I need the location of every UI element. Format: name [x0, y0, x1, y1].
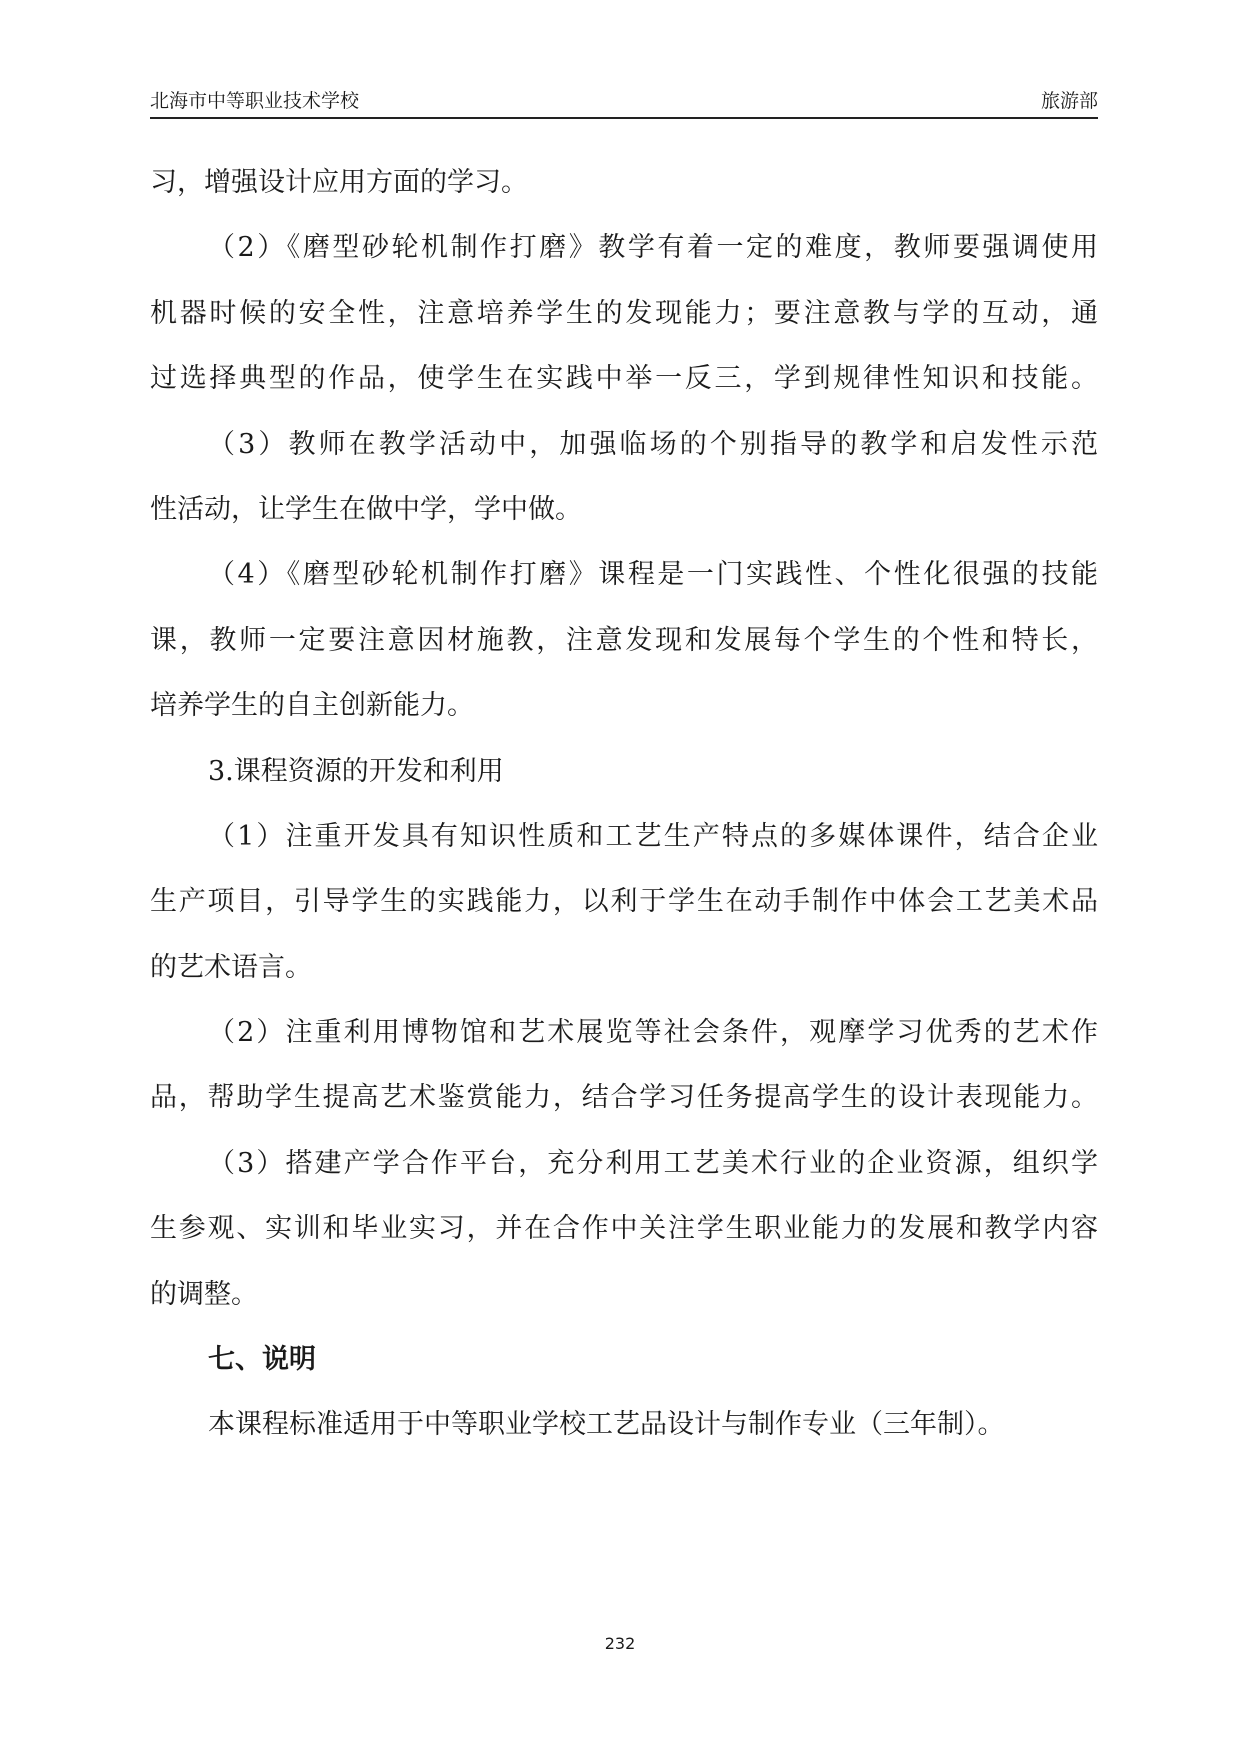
text-line: 习，增强设计应用方面的学习。 — [150, 167, 528, 198]
text-line: 生参观、实训和毕业实习，并在合作中关注学生职业能力的发展和教学内容 — [150, 1213, 1098, 1245]
text-line: 机器时候的安全性，注意培养学生的发现能力；要注意教与学的互动，通 — [150, 297, 1098, 329]
text-line: （2）《磨型砂轮机制作打磨》教学有着一定的难度，教师要强调使用 — [208, 232, 1098, 264]
document-body — [150, 150, 1098, 1458]
text-line: （1）注重开发具有知识性质和工艺生产特点的多媒体课件，结合企业 — [208, 820, 1098, 852]
text-line: 的艺术语言。 — [150, 951, 312, 983]
header-divider — [150, 117, 1098, 119]
text-line: （2）注重利用博物馆和艺术展览等社会条件，观摩学习优秀的艺术作 — [208, 1017, 1098, 1049]
page-header — [150, 86, 1098, 116]
text-line: （3）教师在教学活动中，加强临场的个别指导的教学和启发性示范 — [208, 428, 1098, 460]
text-line: 培养学生的自主创新能力。 — [150, 690, 474, 722]
text-line: （3）搭建产学合作平台，充分利用工艺美术行业的企业资源，组织学 — [208, 1147, 1098, 1179]
text-line: 的调整。 — [150, 1278, 258, 1310]
text-line: 品，帮助学生提高艺术鉴赏能力，结合学习任务提高学生的设计表现能力。 — [150, 1082, 1098, 1114]
school-name: 北海市中等职业技术学校 — [150, 90, 360, 112]
page-number: 232 — [604, 1634, 636, 1653]
section-subheading: 3.课程资源的开发和利用 — [208, 755, 504, 787]
text-line: 生产项目，引导学生的实践能力，以利于学生在动手制作中体会工艺美术品 — [150, 886, 1098, 918]
text-line: 性活动，让学生在做中学，学中做。 — [150, 493, 582, 525]
text-line: （4）《磨型砂轮机制作打磨》课程是一门实践性、个性化很强的技能 — [208, 559, 1098, 591]
text-line: 过选择典型的作品，使学生在实践中举一反三，学到规律性知识和技能。 — [150, 363, 1098, 395]
text-line: 课，教师一定要注意因材施教，注意发现和发展每个学生的个性和特长， — [150, 624, 1098, 656]
section-heading: 七、说明 — [208, 1344, 316, 1376]
department-name: 旅游部 — [1040, 90, 1098, 112]
text-line: 本课程标准适用于中等职业学校工艺品设计与制作专业（三年制）。 — [208, 1409, 1005, 1441]
